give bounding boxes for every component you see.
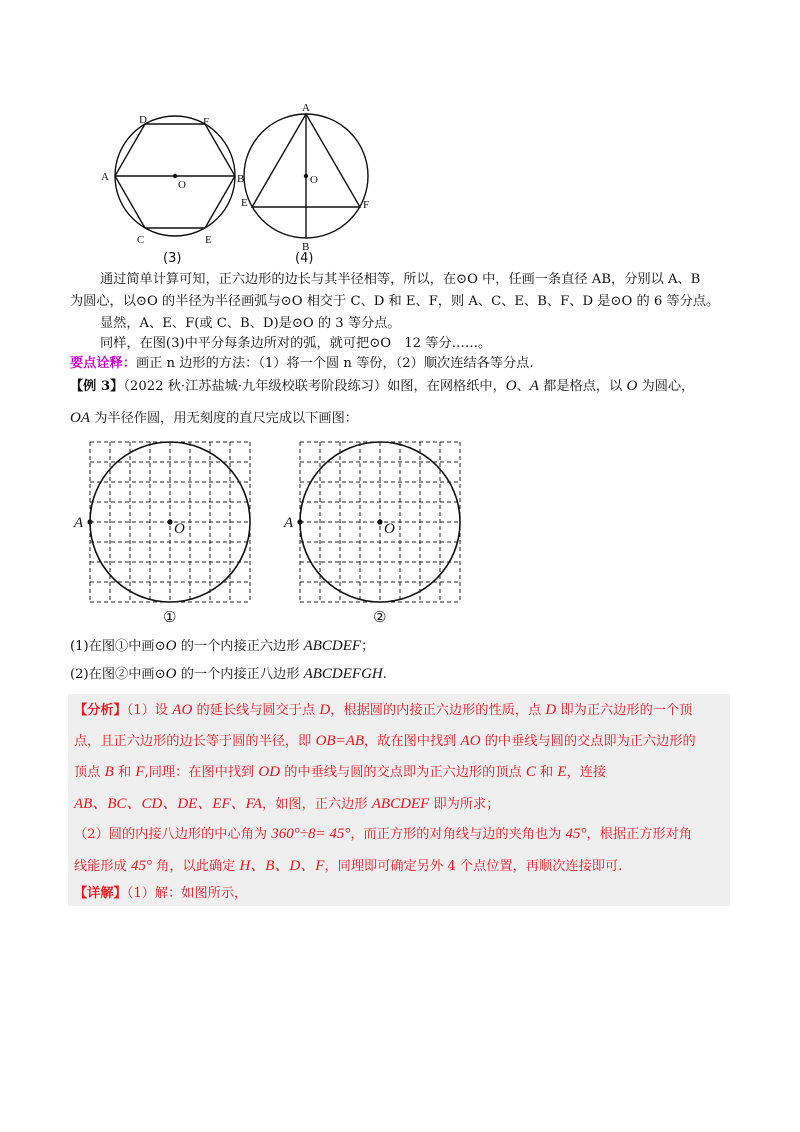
paragraph-1-line-2: 为圆心，以⊙O 的半径为半径画弧与⊙O 相交于 C、D 和 E、F，则 A、C、E、B、F、D 是⊙O 的 6 等分点。 (70, 294, 720, 309)
var-a: A (529, 378, 539, 394)
label-c: C (137, 234, 145, 246)
label-e: E (241, 197, 248, 209)
q1-end: ； (361, 639, 375, 654)
separator: 、 (516, 379, 530, 394)
a-l3-mid: ,同理：在图中找到 (144, 765, 259, 780)
a-l3-cc: C (525, 764, 536, 780)
center-point (167, 519, 172, 524)
question-2 (70, 664, 387, 685)
detail-line (74, 884, 247, 904)
analysis-line-4 (74, 794, 499, 815)
paragraph-2: 显然，A、E、F(或 C、B、D)是⊙O 的 3 等分点。 (100, 316, 401, 331)
a-l5-a: （2）圆的内接八边形的中心角为 (74, 827, 272, 842)
label-o: O (174, 521, 185, 537)
figure-caption: (4) (295, 251, 314, 266)
analysis-label: 【分析】 (74, 703, 127, 718)
label-f: F (203, 116, 210, 128)
a-l1-d: D (319, 702, 331, 718)
a-l4-c: 即为所求； (429, 797, 500, 812)
center-point (377, 519, 382, 524)
q2-mid: 的一个内接正八边形 (176, 667, 304, 682)
label-a: A (284, 515, 294, 531)
keypoint-text: 画正 n 边形的方法：（1）将一个圆 n 等份，（2）顺次连结各等分点. (135, 356, 534, 371)
a-l1-a: （1）设 (126, 703, 173, 718)
a-l4-b: ，如图，正六边形 (262, 797, 372, 812)
example-header (70, 376, 694, 397)
detail-text: （1）解：如图所示， (126, 886, 248, 901)
a-l1-d2: D (545, 702, 557, 718)
point-a (87, 519, 92, 524)
example-mid: 都是格点，以 (538, 379, 627, 394)
a-l6-a: 线能形成 (74, 859, 131, 874)
grid-figure-1 (70, 436, 270, 630)
a-l2-c: 的中垂线与圆的交点即为正六边形的 (480, 734, 696, 749)
analysis-line-6 (74, 856, 622, 877)
a-l6-pts: H、B、D、F (239, 858, 325, 874)
label-a: A (101, 171, 109, 183)
label-e: E (205, 234, 212, 246)
q2-end: . (382, 667, 387, 682)
grid-caption: ① (163, 608, 177, 626)
label-b: B (302, 241, 310, 253)
a-l3-od: OD (258, 764, 281, 780)
a-l1-c: ，根据圆的内接正六边形的性质，点 (330, 703, 546, 718)
question-1 (70, 636, 374, 657)
a-l3-d: ，连接 (566, 765, 607, 780)
a-l6-c: ，同理即可确定另外 4 个点位置，再顺次连接即可. (324, 859, 623, 874)
a-l3-c: 的中垂线与圆的交点即为正六边形的顶点 (280, 765, 526, 780)
label-a: A (74, 515, 84, 531)
var-oa: OA (70, 410, 90, 426)
a-l3-f: F (135, 764, 145, 780)
analysis-line-1 (74, 700, 692, 721)
paragraph-1-line-1: 通过简单计算可知，正六边形的边长与其半径相等，所以，在⊙O 中，任画一条直径 AB，分别以 A、B (100, 272, 701, 287)
point-a (297, 519, 302, 524)
var-o2: O (626, 378, 638, 394)
center-point (173, 174, 177, 178)
a-l6-deg: 45° (130, 858, 152, 874)
q1-shape: ABCDEF (303, 638, 362, 654)
a-l5-deg: 45° (565, 826, 587, 842)
a-l3-a: 顶点 (74, 765, 105, 780)
a-l1-b: 的延长线与圆交于点 (192, 703, 320, 718)
center-point (304, 174, 308, 178)
a-l6-b: 角，以此确定 (151, 859, 240, 874)
a-l2-b: ，故在图中找到 (364, 734, 461, 749)
a-l3-and2: 和 (535, 765, 558, 780)
q2-prefix: (2)在图②中画⊙ (70, 667, 166, 682)
analysis-line-2 (74, 731, 696, 752)
figure-4-triangle (235, 96, 385, 266)
label-o: O (178, 179, 186, 191)
a-l5-expr: 360°÷8= 45° (271, 826, 351, 842)
example-tail: 为圆心， (637, 379, 695, 394)
a-l4-segs: AB、BC、CD、DE、EF、FA (74, 796, 263, 812)
label-o: O (384, 521, 395, 537)
label-f: F (363, 199, 370, 211)
label-b: B (237, 173, 245, 185)
a-l2-eq: OB=AB (315, 733, 365, 749)
a-l4-shape: ABCDEF (371, 796, 430, 812)
detail-label: 【详解】 (74, 886, 127, 901)
keypoint (70, 354, 534, 374)
a-l3-b: B (104, 764, 114, 780)
paragraph-3: 同样，在图(3)中平分每条边所对的弧，就可把⊙O 12 等分……。 (100, 336, 492, 351)
a-l3-and: 和 (113, 765, 136, 780)
label-d: D (139, 114, 147, 126)
a-l3-e: E (557, 764, 567, 780)
figure-3-hexagon (95, 100, 255, 265)
q2-shape: ABCDEFGH (303, 666, 383, 682)
a-l5-c: ，根据正方形对角 (586, 827, 693, 842)
a-l2-ao: AO (460, 733, 481, 749)
q1-mid: 的一个内接正六边形 (176, 639, 304, 654)
example-label: 【例 3】 (70, 379, 124, 394)
keypoint-label: 要点诠释： (70, 356, 136, 371)
example-source: （2022 秋·江苏盐城·九年级校联考阶段练习）如图，在网格纸中， (123, 379, 506, 394)
figure-caption: (3) (163, 251, 182, 265)
example-line-2-text: 为半径作圆，用无刻度的直尺完成以下画图： (90, 411, 358, 426)
a-l1-ao: AO (172, 702, 193, 718)
label-o: O (310, 174, 318, 186)
analysis-line-3 (74, 762, 606, 783)
grid-figure-2 (280, 436, 480, 630)
example-line-2 (70, 408, 358, 429)
a-l2-a: 点，且正六边形的边长等于圆的半径，即 (74, 734, 316, 749)
label-a: A (302, 102, 310, 114)
q2-var-o: O (165, 666, 177, 682)
var-o: O (505, 378, 517, 394)
a-l1-e: 即为正六边形的一个顶 (556, 703, 693, 718)
q1-var-o: O (165, 638, 177, 654)
a-l5-b: ，而正方形的对角线与边的夹角也为 (350, 827, 566, 842)
grid-caption: ② (373, 608, 387, 626)
q1-prefix: (1)在图①中画⊙ (70, 639, 166, 654)
analysis-line-5 (74, 824, 692, 845)
